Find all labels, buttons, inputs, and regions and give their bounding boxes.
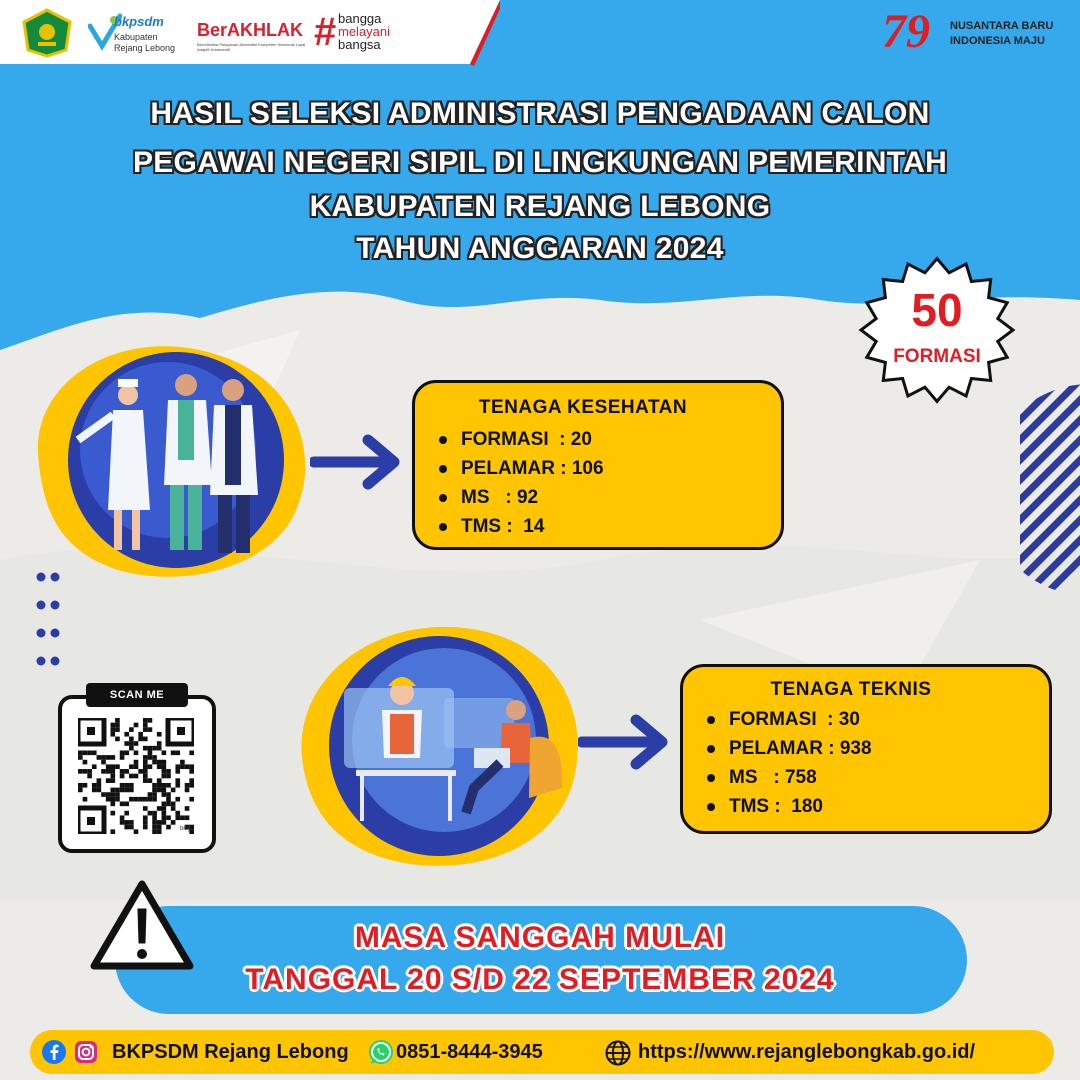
kesehatan-info-box — [412, 380, 784, 550]
technicians-illustration — [294, 618, 584, 872]
bangga-line3: bangsa — [338, 37, 381, 52]
bangga-line1: bangga — [338, 11, 382, 26]
kesehatan-title: TENAGA KESEHATAN — [478, 397, 688, 418]
kesehatan-row-formasi — [439, 425, 781, 454]
kesehatan-ms-text: MS : 92 — [461, 486, 539, 508]
arrow-right-icon — [578, 712, 670, 772]
teknis-tms-text: TMS : 180 — [729, 795, 823, 817]
website-link[interactable]: https://www.rejanglebongkab.go.id/ — [638, 1041, 976, 1063]
title-line-3: KABUPATEN REJANG LEBONG — [309, 190, 771, 223]
bullet-icon — [707, 803, 715, 811]
anniversary-line2: INDONESIA MAJU — [950, 35, 1045, 47]
whatsapp-icon[interactable] — [368, 1040, 394, 1066]
bitly-mark: bitly — [180, 826, 191, 832]
teknis-info-box — [680, 664, 1052, 834]
scan-me-label: SCAN ME — [86, 683, 188, 707]
globe-icon — [604, 1039, 632, 1067]
formasi-label: FORMASI — [893, 346, 981, 367]
formasi-count: 50 — [911, 284, 963, 336]
hashtag-icon: # — [314, 10, 337, 54]
kemenag-logo-icon — [20, 8, 74, 58]
banner-line-1: MASA SANGGAH MULAI — [354, 921, 726, 954]
phone-number[interactable]: 0851-8444-3945 — [396, 1041, 543, 1063]
kesehatan-row-pelamar — [439, 454, 781, 483]
kesehatan-row-ms — [439, 483, 781, 512]
kesehatan-row-tms — [439, 512, 781, 541]
bangga-line2: melayani — [338, 24, 391, 39]
teknis-pelamar-text: PELAMAR : 938 — [729, 737, 872, 759]
kesehatan-tms-text: TMS : 14 — [461, 515, 545, 537]
teknis-row-ms — [707, 763, 1049, 792]
bullet-icon — [707, 745, 715, 753]
bullet-icon — [439, 494, 447, 502]
anniversary-79-logo: 79 — [882, 5, 930, 58]
qr-code-icon[interactable] — [78, 718, 194, 834]
teknis-row-tms — [707, 792, 1049, 821]
health-workers-illustration — [28, 335, 318, 585]
berakhlak-tagline: Berorientasi Pelayanan Akuntabel Kompeten Harmonis Loyal Adaptif Kolaboratif — [197, 42, 306, 52]
title-line-4: TAHUN ANGGARAN 2024 — [356, 232, 724, 265]
teknis-title: TENAGA TEKNIS — [770, 679, 932, 700]
berakhlak-logo: BerAKHLAK — [197, 20, 304, 40]
title-line-1: HASIL SELEKSI ADMINISTRASI PENGADAAN CALON — [150, 97, 930, 130]
bullet-icon — [439, 436, 447, 444]
kesehatan-formasi-text: FORMASI : 20 — [461, 428, 592, 450]
kesehatan-pelamar-text: PELAMAR : 106 — [461, 457, 604, 479]
social-account-name[interactable]: BKPSDM Rejang Lebong — [112, 1041, 349, 1063]
teknis-row-formasi — [707, 705, 1049, 734]
bkpsdm-brand: bkpsdm — [114, 14, 164, 29]
bullet-icon — [439, 465, 447, 473]
teknis-ms-text: MS : 758 — [729, 766, 817, 788]
diagonal-stripes-decoration — [1020, 380, 1080, 600]
bkpsdm-sub2: Rejang Lebong — [114, 43, 176, 53]
anniversary-line1: NUSANTARA BARU — [950, 20, 1054, 32]
teknis-formasi-text: FORMASI : 30 — [729, 708, 860, 730]
bkpsdm-sub1: Kabupaten — [114, 32, 158, 42]
facebook-icon[interactable] — [42, 1040, 66, 1064]
bullet-icon — [707, 774, 715, 782]
banner-line-2: TANGGAL 20 S/D 22 SEPTEMBER 2024 — [245, 963, 835, 996]
instagram-icon[interactable] — [74, 1040, 98, 1064]
arrow-right-icon — [310, 432, 402, 492]
bullet-icon — [707, 716, 715, 724]
bullet-icon — [439, 523, 447, 531]
dot-grid-decoration — [36, 570, 60, 670]
teknis-row-pelamar — [707, 734, 1049, 763]
title-line-2: PEGAWAI NEGERI SIPIL DI LINGKUNGAN PEMERINTAH — [132, 146, 948, 179]
